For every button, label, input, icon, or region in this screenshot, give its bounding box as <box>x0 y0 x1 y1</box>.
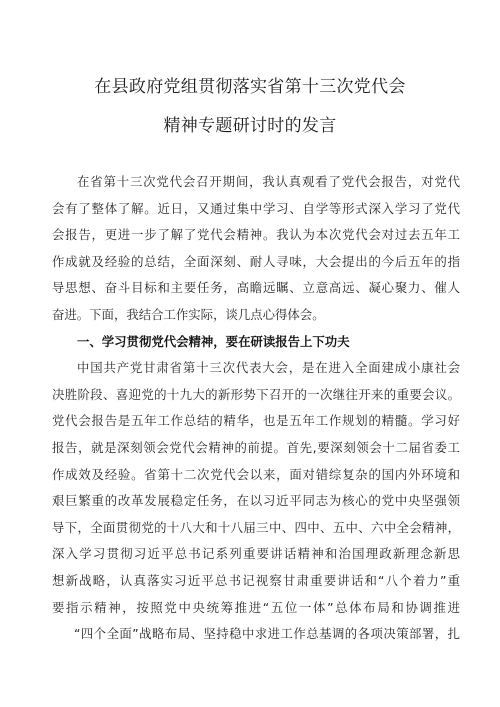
section-line: 决胜阶段、喜迎党的十九大的新形势下召开的一次继往开来的重要会议。 <box>52 386 460 402</box>
section-line: 党代会报告是五年工作总结的精华，也是五年工作规划的精髓。学习好 <box>52 413 460 429</box>
section-heading: 一、学习贯彻党代会精神，要在研读报告上下功夫 <box>77 333 350 349</box>
section-line: 导下，全面贯彻党的十八大和十八届三中、四中、五中、六中全会精神， <box>52 519 460 535</box>
section-line: 要指示精神，按照党中央统筹推进“五位一体”总体布局和协调推进 <box>52 599 460 615</box>
intro-line: 作成就及经验的总结，全面深刻、耐人寻味，大会提出的今后五年的指 <box>52 253 460 269</box>
intro-line: 在省第十三次党代会召开期间，我认真观看了党代会报告，对党代 <box>77 174 460 189</box>
section-line: 想新战略，认真落实习近平总书记视察甘肃重要讲话和“八个着力”重 <box>52 572 460 588</box>
document-title-line-2: 精神专题研讨时的发言 <box>163 116 337 136</box>
section-line: “四个全面”战略布局、坚持稳中求进工作总基调的各项决策部署，扎 <box>74 626 460 642</box>
intro-line: 导思想、奋斗目标和主要任务，高瞻远瞩、立意高远、凝心聚力、催人 <box>52 280 460 296</box>
intro-line: 奋进。下面，我结合工作实际，谈几点心得体会。 <box>52 306 325 322</box>
section-line: 报告，就是深刻领会党代会精神的前提。首先,要深刻领会十二届省委工 <box>52 439 460 455</box>
section-line: 中国共产党甘肃省第十三次代表大会，是在进入全面建成小康社会 <box>77 360 460 376</box>
section-line: 艰巨繁重的改革发展稳定任务，在以习近平同志为核心的党中央坚强领 <box>52 493 460 509</box>
section-line: 作成效及经验。省第十二次党代会以来，面对错综复杂的国内外环境和 <box>52 466 460 482</box>
document-title-line-1: 在县政府党组贯彻落实省第十三次党代会 <box>94 77 406 97</box>
intro-line: 会报告，更进一步了解了党代会精神。我认为本次党代会对过去五年工 <box>52 227 460 243</box>
intro-line: 会有了整体了解。近日，又通过集中学习、自学等形式深入学习了党代 <box>52 200 460 216</box>
section-line: 深入学习贯彻习近平总书记系列重要讲话精神和治国理政新理念新思 <box>52 546 460 562</box>
document-body <box>52 169 460 648</box>
